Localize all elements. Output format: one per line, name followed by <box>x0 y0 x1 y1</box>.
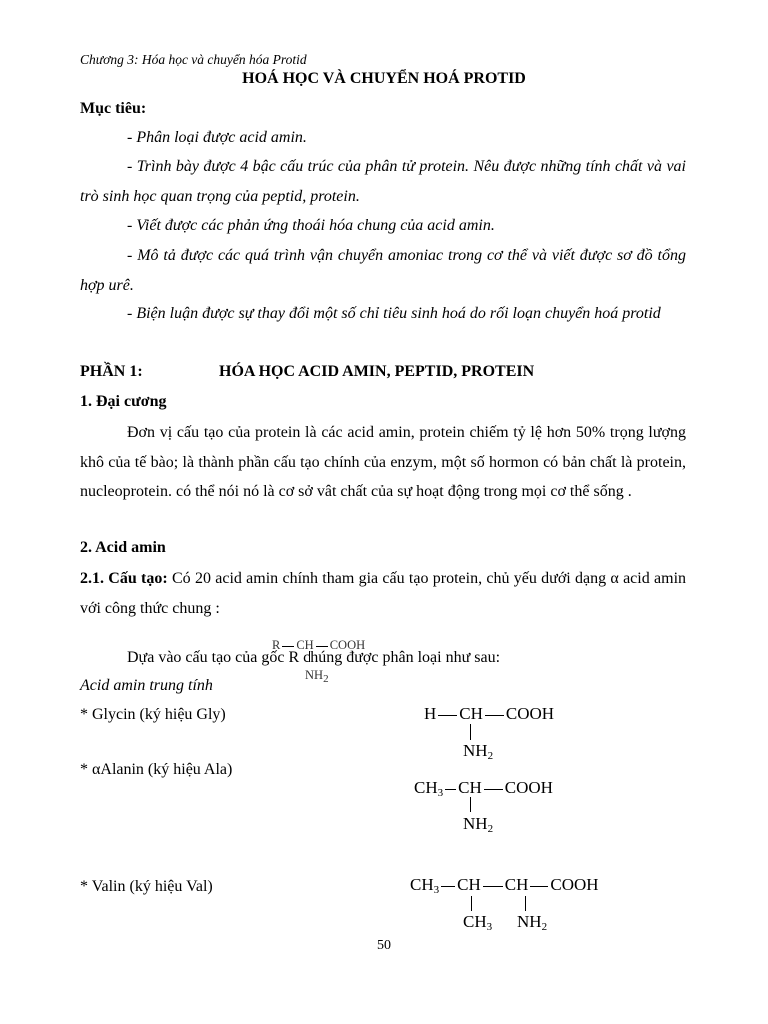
general-cooh: COOH <box>329 638 366 652</box>
objectives-label: Mục tiêu: <box>80 100 147 117</box>
classification-text: Dựa vào cấu tạo của gốc R chúng được phân loại như sau: <box>127 649 501 666</box>
objective-2: - Trình bày được 4 bậc cấu trúc của phân tử protein. Nêu được những tính chất và vai trò sinh học quan trọng của peptid, protein. <box>80 158 686 205</box>
valin-ch3-branch: $CH_3$ <box>463 912 493 933</box>
section-2-1-text: Có 20 acid amin chính tham gia cấu tạo protein, chủ yếu dưới dạng α acid amin với công thức chung : <box>80 570 687 617</box>
objective-5: - Biện luận được sự thay đổi một số chỉ tiêu sinh hoá do rối loạn chuyển hoá protid <box>127 305 661 322</box>
objective-4: - Mô tả được các quá trình vận chuyển amoniac trong cơ thể và viết được sơ đồ tổng hợp urê. <box>80 247 686 294</box>
valin-formula: $CH_3$ CH CH COOH <box>410 875 599 896</box>
neutral-amino-acid-label: Acid amin trung tính <box>80 677 213 694</box>
section-2-heading: 2. Acid amin <box>80 539 166 556</box>
page-title: HOÁ HỌC VÀ CHUYỂN HOÁ PROTID <box>242 70 526 87</box>
page-number: 50 <box>377 938 391 953</box>
general-ch: CH <box>296 638 314 652</box>
glycin-nh2: $NH_2$ <box>463 741 494 762</box>
general-nh2: $NH_2$ <box>305 668 329 685</box>
section-2-1-paragraph <box>80 564 686 623</box>
alanin-label: * αAlanin (ký hiệu Ala) <box>80 761 233 778</box>
general-r: R <box>272 638 281 652</box>
alanin-formula: $CH_3$ CH COOH <box>414 778 553 799</box>
section-1-heading: 1. Đại cương <box>80 393 167 410</box>
section-1-paragraph: Đơn vị cấu tạo của protein là các acid amin, protein chiếm tỷ lệ hơn 50% trọng lượng khô của tế bào; là thành phần cấu tạo chính của enzym, một số hormon có bản chất là protein, nucleoprotein. có thể nói nó là cơ sở vât chất của sự hoạt động trong mọi cơ thể sống . <box>80 424 686 500</box>
part-label: PHẦN 1: <box>80 363 143 380</box>
glycin-label: * Glycin (ký hiệu Gly) <box>80 706 226 723</box>
valin-nh2: $NH_2$ <box>517 912 548 933</box>
objective-1: - Phân loại được acid amin. <box>127 129 307 146</box>
alanin-nh2: $NH_2$ <box>463 814 494 835</box>
objective-3: - Viết được các phản ứng thoái hóa chung của acid amin. <box>127 217 495 234</box>
part-title: HÓA HỌC ACID AMIN, PEPTID, PROTEIN <box>219 363 535 380</box>
section-2-1-label: 2.1. Cấu tạo: <box>80 570 168 587</box>
glycin-formula: H CH COOH <box>424 704 555 723</box>
running-header: Chương 3: Hóa học và chuyển hóa Protid <box>80 52 307 67</box>
valin-label: * Valin (ký hiệu Val) <box>80 878 213 895</box>
